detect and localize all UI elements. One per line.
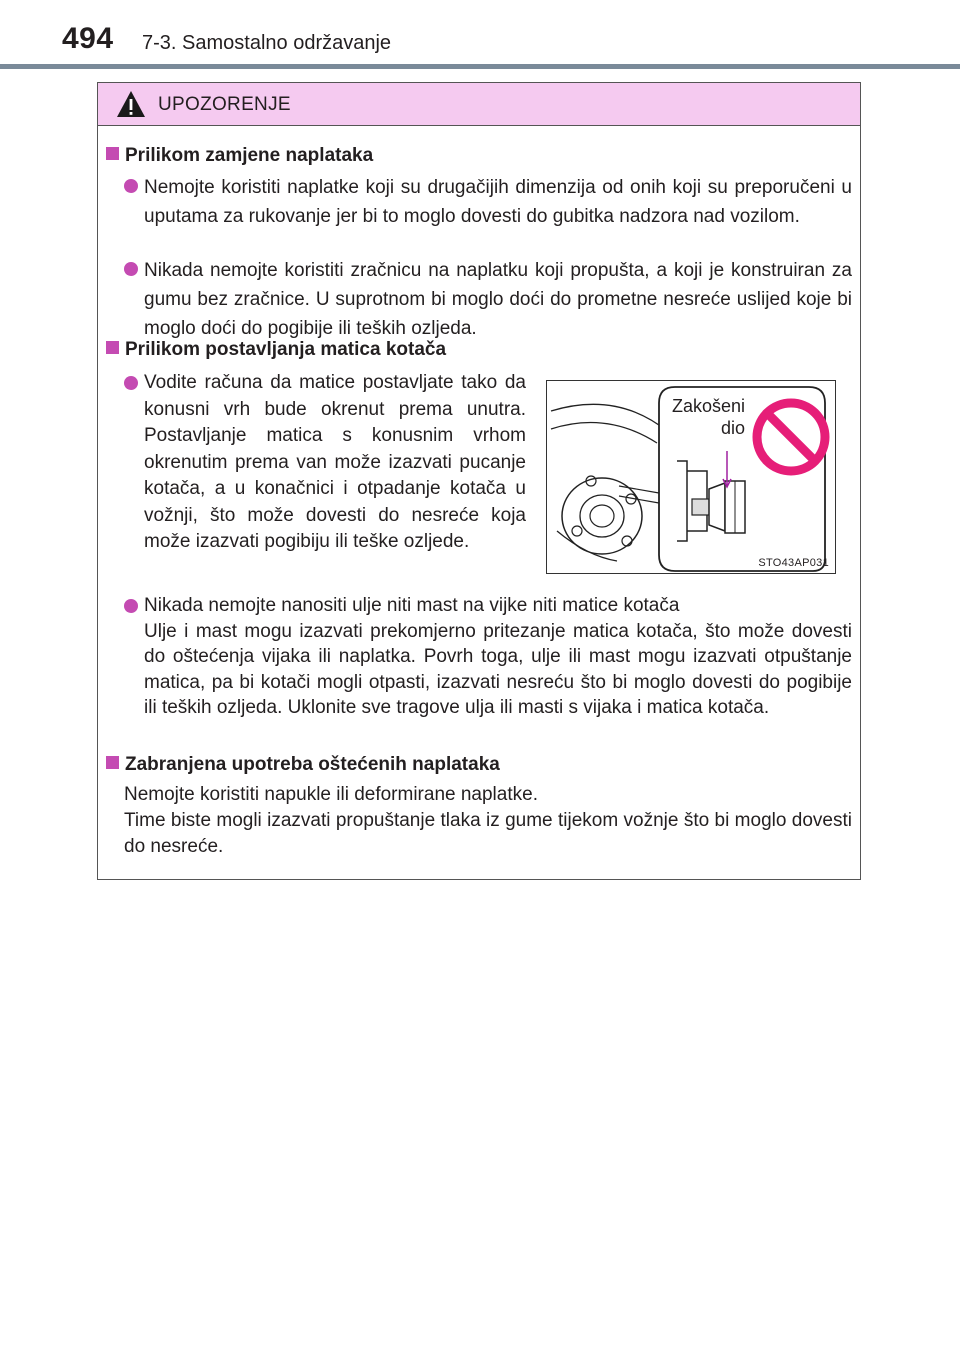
bullet-item: Vodite računa da matice postavljate tako da konusni vrh bude okrenut prema unutra. Postavljanje matica s konusnim vrhom okrenutim prema van može izazvati pucanje kotača, a u konačnici i otpadanje kotača u vožnji, što može dovesti do nesreće koja može izazvati pogibiju ili teške ozljede. [124, 370, 526, 556]
warning-box [97, 82, 861, 880]
section-heading: Prilikom zamjene naplataka [106, 145, 373, 167]
warning-triangle-icon [116, 90, 146, 118]
page-number: 494 [62, 22, 114, 55]
figure-code: STO43AP031 [758, 557, 829, 569]
round-bullet-icon [124, 599, 138, 613]
bullet-item: Nikada nemojte nanositi ulje niti mast na vijke niti matice kotača Ulje i mast mogu izazvati prekomjerno pritezanje matica kotača, što može dovesti do oštećenja vijaka ili naplatka. Povrh toga, ulje ili mast mogu izazvati otpuštanje matica, pa bi kotači mogli otpasti, izazvati nesreću što bi moglo dovesti do pogibije ili teških ozljeda. Uklonite sve tragove ulja ili masti s vijaka i matica kotača. [124, 593, 852, 721]
square-bullet-icon [106, 341, 119, 354]
round-bullet-icon [124, 376, 138, 390]
square-bullet-icon [106, 147, 119, 160]
warning-header [98, 83, 860, 126]
section-text: Nemojte koristiti napukle ili deformirane naplatke. Time biste mogli izazvati propuštanje tlaka iz gume tijekom vožnje što bi moglo dovesti do nesreće. [124, 784, 852, 857]
warning-title: UPOZORENJE [158, 94, 291, 115]
bullet-item: Nemojte koristiti naplatke koji su drugačijih dimenzija od onih koji su preporučeni u uputama za rukovanje jer bi to moglo dovesti do gubitka nadzora nad vozilom. [124, 173, 852, 231]
section-heading: Zabranjena upotreba oštećenih naplataka [106, 754, 500, 776]
round-bullet-icon [124, 179, 138, 193]
header-rule [0, 64, 960, 69]
section-title: 7-3. Samostalno održavanje [142, 32, 392, 54]
wheel-nut-figure [546, 380, 836, 574]
square-bullet-icon [106, 756, 119, 769]
round-bullet-icon [124, 262, 138, 276]
bullet-item: Nikada nemojte koristiti zračnicu na naplatku koji propušta, a koji je konstruiran za gumu bez zračnice. U suprotnom bi moglo doći do prometne nesreće uslijed koje bi moglo doći do pogibije ili teških ozljeda. [124, 256, 852, 343]
figure-label: Zakošeni dio [671, 396, 745, 438]
section-heading: Prilikom postavljanja matica kotača [106, 339, 446, 361]
warning-content [98, 126, 860, 879]
